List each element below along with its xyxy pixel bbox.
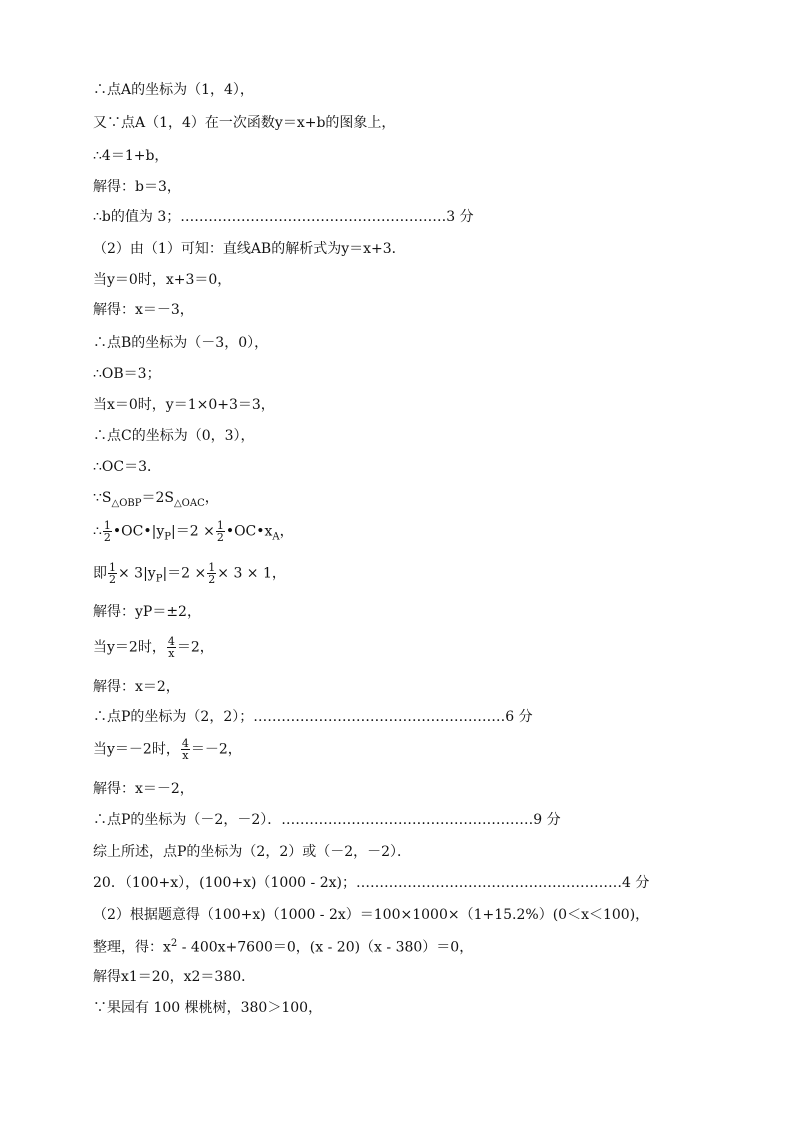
fraction-numerator: 1 bbox=[208, 561, 216, 574]
text-line: ∴b的值为 3；…………………………………………………3 分 bbox=[93, 209, 474, 225]
fraction-denominator: 2 bbox=[216, 531, 224, 544]
text-line: 综上所述，点P的坐标为（2，2）或（－2，－2）． bbox=[93, 844, 412, 860]
text-line: ∴OB＝3； bbox=[93, 366, 161, 382]
text-line: 20．（100+x），(100+x)（1000 - 2x)；…………………………………………………4 分 bbox=[93, 875, 650, 891]
fraction-equation-line-2 bbox=[93, 562, 286, 589]
eq1-part2: |＝2 × bbox=[171, 523, 215, 540]
text-line: 解得：b＝3， bbox=[93, 179, 181, 195]
text-line: 当x＝0时，y＝1×0+3＝3， bbox=[93, 397, 275, 413]
text-line: ∴OC＝3． bbox=[93, 459, 162, 475]
case1-suffix: ＝2， bbox=[176, 639, 214, 656]
area-prefix: ∵S bbox=[93, 490, 112, 506]
fraction-4-over-x-2 bbox=[181, 738, 190, 761]
text-line: 解得：yP＝±2， bbox=[93, 604, 201, 620]
text-line: 当y＝0时，x+3＝0， bbox=[93, 272, 232, 288]
simplify-line bbox=[93, 934, 473, 958]
text-line: 解得x1＝20，x2＝380． bbox=[93, 969, 256, 985]
eq1-sub-a: A bbox=[272, 531, 280, 543]
text-line: （2）由（1）可知：直线AB的解析式为y＝x+3． bbox=[93, 241, 406, 257]
text-line: 解得：x＝2， bbox=[93, 679, 180, 695]
text-line: ∴点C的坐标为（0，3）， bbox=[93, 428, 255, 444]
fraction-denominator: x bbox=[168, 647, 175, 660]
eq1-part3: •OC•x bbox=[225, 523, 273, 540]
text-line: ∴4＝1+b， bbox=[93, 148, 169, 164]
fraction-denominator: x bbox=[182, 749, 189, 762]
eq1-sub-p: P bbox=[164, 531, 171, 543]
text-line: ∵果园有 100 棵桃树，380＞100， bbox=[93, 1000, 323, 1016]
case-y-equals-neg2-line bbox=[93, 738, 242, 761]
fraction-numerator: 1 bbox=[103, 519, 111, 532]
text-line: ∴点P的坐标为（2，2）；………………………………………………6 分 bbox=[93, 709, 533, 725]
area-equation-line bbox=[93, 488, 219, 514]
fraction-numerator: 1 bbox=[109, 561, 116, 574]
area-mid: ＝2S bbox=[141, 490, 174, 506]
fraction-half-1 bbox=[103, 520, 112, 543]
fraction-half-2 bbox=[216, 520, 225, 543]
eq2-sub-p: P bbox=[155, 573, 163, 585]
eq2-prefix: 即 bbox=[93, 565, 107, 582]
eq1-prefix: ∴ bbox=[93, 523, 102, 540]
case2-prefix: 当y＝－2时， bbox=[93, 741, 180, 758]
text-line: 又∵点A（1，4）在一次函数y＝x+b的图象上， bbox=[93, 115, 396, 131]
eq2-part1: × 3|y bbox=[118, 565, 156, 582]
fraction-numerator: 1 bbox=[216, 519, 224, 532]
fraction-half-3 bbox=[108, 562, 117, 585]
simplify-prefix: 整理，得：x bbox=[93, 939, 171, 956]
area-suffix: ， bbox=[204, 490, 219, 506]
fraction-denominator: 2 bbox=[103, 531, 111, 544]
area-sub-obp: △OBP bbox=[111, 497, 142, 509]
simplify-exponent: 2 bbox=[170, 938, 178, 949]
fraction-numerator: 4 bbox=[181, 737, 189, 750]
text-line: ∴点P的坐标为（－2，－2）．………………………………………………9 分 bbox=[93, 812, 561, 828]
text-line: ∴点B的坐标为（－3，0）， bbox=[93, 335, 269, 351]
fraction-4-over-x-1 bbox=[167, 636, 176, 659]
eq1-suffix: ， bbox=[279, 523, 294, 540]
text-line: 解得：x＝－2， bbox=[93, 781, 194, 797]
eq2-part3: × 3 × 1， bbox=[217, 565, 286, 582]
text-line: ∴点A的坐标为（1，4）， bbox=[93, 82, 254, 98]
case-y-equals-2-line bbox=[93, 636, 214, 659]
area-sub-oac: △OAC bbox=[173, 497, 205, 509]
fraction-numerator: 4 bbox=[167, 635, 175, 648]
eq1-part1: •OC•|y bbox=[112, 523, 165, 540]
eq2-part2: |＝2 × bbox=[162, 565, 207, 582]
fraction-denominator: 2 bbox=[109, 573, 116, 586]
case2-suffix: ＝－2， bbox=[190, 741, 242, 758]
simplify-rest: - 400x+7600＝0，(x - 20)（x - 380）＝0， bbox=[177, 939, 474, 956]
fraction-equation-line-1 bbox=[93, 520, 294, 547]
fraction-half-4 bbox=[207, 562, 216, 585]
case1-prefix: 当y＝2时， bbox=[93, 639, 166, 656]
fraction-denominator: 2 bbox=[208, 573, 216, 586]
text-line: 解得：x＝－3， bbox=[93, 302, 194, 318]
text-line: （2）根据题意得（100+x)（1000 - 2x）＝100×1000×（1+15.2%）(0＜x＜100)， bbox=[93, 907, 650, 923]
